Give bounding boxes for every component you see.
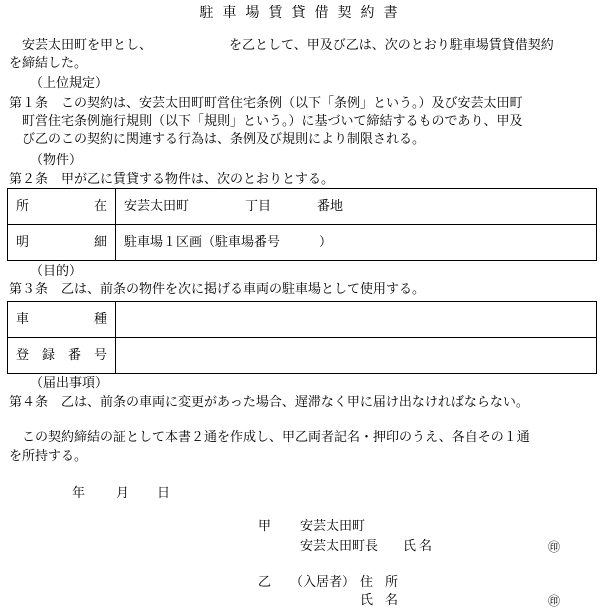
party-a-mark: 甲 bbox=[258, 519, 272, 534]
party-b-seal-mark: ㊞ bbox=[548, 594, 561, 608]
table-row bbox=[8, 302, 597, 338]
party-a-name: 安芸太田町 bbox=[300, 519, 366, 534]
intro-line-1b: を乙として、甲及び乙は、次のとおり駐車場賃貸借契約 bbox=[229, 38, 554, 53]
location-label-cell bbox=[8, 189, 116, 225]
vehicle-type-label-cell bbox=[8, 302, 116, 338]
vehicle-type-label: 車種 bbox=[16, 311, 107, 327]
party-b-mark: 乙 bbox=[258, 575, 272, 590]
closing-line-2: を所持する。 bbox=[9, 449, 88, 464]
article-1-line-2: 町営住宅条例施行規則（以下「規則」という。）に基づいて締結するものであり、甲及 bbox=[22, 114, 523, 129]
article-3-line-1: 第３条 乙は、前条の物件を次に掲げる車両の駐車場として使用する。 bbox=[9, 282, 426, 297]
location-chome: 丁目 bbox=[245, 198, 272, 214]
date-day: 日 bbox=[157, 486, 171, 501]
article-3-heading: （目的） bbox=[30, 264, 83, 279]
party-a-name-label: 氏名 bbox=[403, 539, 436, 554]
party-b-role: （入居者） bbox=[290, 575, 356, 590]
article-2-line-1: 第２条 甲が乙に賃貸する物件は、次のとおりとする。 bbox=[9, 172, 335, 187]
intro-line-2: を締結した。 bbox=[9, 56, 88, 71]
party-b-name-label: 氏名 bbox=[360, 593, 411, 608]
article-1-line-1: 第１条 この契約は、安芸太田町町営住宅条例（以下「条例」という。）及び安芸太田町 bbox=[9, 96, 523, 111]
table-row bbox=[8, 225, 597, 261]
party-a-title: 安芸太田町長 bbox=[300, 539, 379, 554]
detail-value: 駐車場１区画（駐車場番号 ） bbox=[116, 225, 597, 261]
intro-line-1a: 安芸太田町を甲とし、 bbox=[22, 38, 153, 53]
location-value-cell bbox=[116, 189, 597, 225]
vehicle-type-value bbox=[116, 302, 597, 338]
date-year: 年 bbox=[72, 486, 86, 501]
registration-value bbox=[116, 338, 597, 374]
closing-line-1: この契約締結の証として本書２通を作成し、甲乙両者記名・押印のうえ、各自その１通 bbox=[22, 430, 530, 445]
location-town: 安芸太田町 bbox=[124, 198, 190, 214]
location-banchi: 番地 bbox=[317, 198, 344, 214]
detail-label: 明細 bbox=[16, 234, 107, 250]
registration-label: 登録番号 bbox=[16, 347, 107, 363]
party-b-address-label: 住所 bbox=[360, 575, 411, 590]
article-1-line-3: び乙のこの契約に関連する行為は、条例及び規則により制限される。 bbox=[22, 132, 426, 147]
article-2-heading: （物件） bbox=[30, 153, 83, 168]
article-4-line-1: 第４条 乙は、前条の車両に変更があった場合、遅滞なく甲に届け出なければならない。 bbox=[9, 395, 529, 410]
vehicle-table bbox=[7, 301, 597, 374]
article-4-heading: （届出事項） bbox=[30, 376, 109, 391]
date-month: 月 bbox=[116, 486, 130, 501]
table-row bbox=[8, 189, 597, 225]
property-table bbox=[7, 188, 597, 261]
detail-label-cell bbox=[8, 225, 116, 261]
table-row bbox=[8, 338, 597, 374]
location-label: 所在 bbox=[16, 198, 107, 214]
party-a-seal-mark: ㊞ bbox=[548, 540, 561, 554]
registration-label-cell bbox=[8, 338, 116, 374]
article-1-heading: （上位規定） bbox=[30, 76, 109, 91]
document-title: 駐車場賃貸借契約書 bbox=[199, 5, 407, 21]
